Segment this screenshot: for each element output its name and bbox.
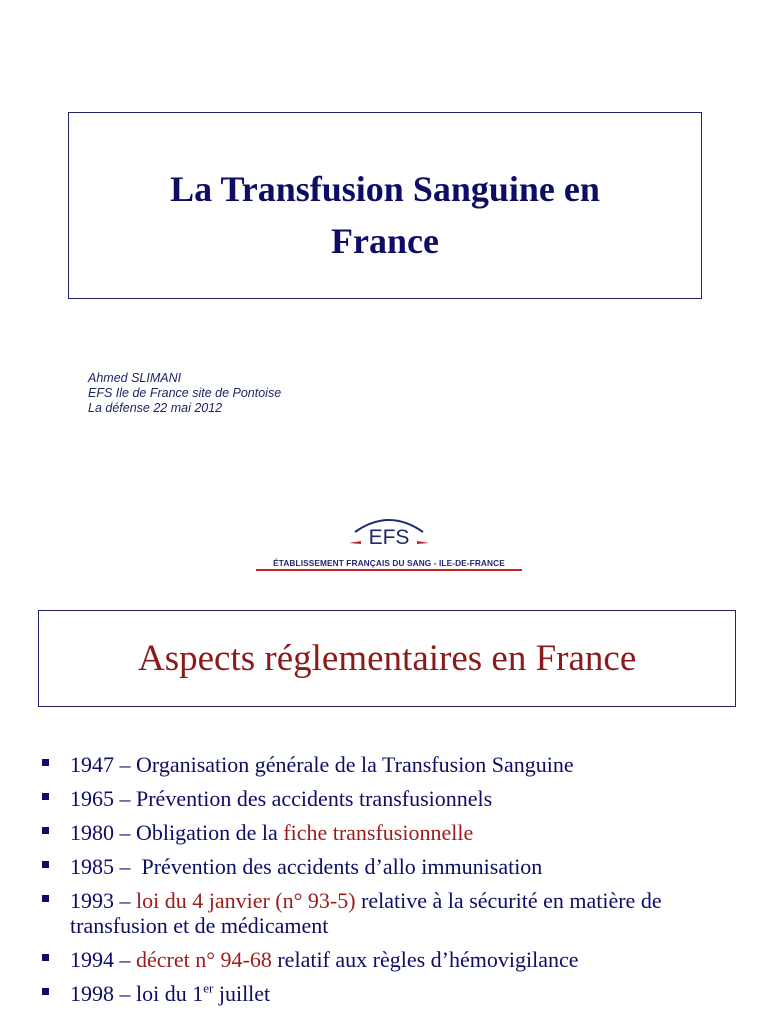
bullet-icon xyxy=(42,954,49,961)
efs-logo-caption: ÉTABLISSEMENT FRANÇAIS DU SANG - ILE-DE-FRANCE xyxy=(255,558,523,571)
item-text: relative à la sécurité en matière de transfusion et de médicament xyxy=(70,888,662,938)
efs-logo-mark xyxy=(255,510,523,558)
bullet-icon xyxy=(42,759,49,766)
author-site: EFS Ile de France site de Pontoise xyxy=(88,386,282,400)
bullet-icon xyxy=(42,793,49,800)
main-title xyxy=(69,163,701,267)
list-item xyxy=(40,981,740,1006)
item-text-post: juillet xyxy=(213,981,271,1006)
item-year: 1985 – xyxy=(70,854,142,879)
item-superscript: er xyxy=(203,980,214,996)
bullet-icon xyxy=(42,827,49,834)
item-highlight: loi du 4 janvier (n° 93-5) xyxy=(136,888,356,913)
list-item xyxy=(40,947,740,972)
bullet-list xyxy=(40,752,740,1015)
bullet-icon xyxy=(42,988,49,995)
item-highlight: décret n° 94-68 xyxy=(136,947,272,972)
item-text: Organisation générale de la Transfusion Sanguine xyxy=(136,752,574,777)
bullet-icon xyxy=(42,895,49,902)
item-text: Prévention des accidents transfusionnels xyxy=(136,786,493,811)
title-box xyxy=(68,112,702,299)
item-year: 1998 – xyxy=(70,981,136,1006)
main-title-line2: France xyxy=(331,221,439,261)
item-text: Obligation de la xyxy=(136,820,284,845)
item-year: 1993 – xyxy=(70,888,136,913)
author-date: La défense 22 mai 2012 xyxy=(88,401,223,415)
section-title: Aspects réglementaires en France xyxy=(138,638,637,679)
author-name: Ahmed SLIMANI xyxy=(88,371,182,385)
item-year: 1947 – xyxy=(70,752,136,777)
list-item xyxy=(40,888,740,938)
list-item xyxy=(40,820,740,845)
main-title-line1: La Transfusion Sanguine en xyxy=(170,169,600,209)
list-item xyxy=(40,786,740,811)
efs-logo xyxy=(255,510,523,578)
bullet-icon xyxy=(42,861,49,868)
item-text: loi du 1 xyxy=(136,981,204,1006)
item-year: 1980 – xyxy=(70,820,136,845)
item-year: 1994 – xyxy=(70,947,136,972)
efs-logo-text: EFS xyxy=(368,526,410,549)
item-highlight: fiche transfusionnelle xyxy=(283,820,474,845)
list-item xyxy=(40,854,740,879)
section-title-box xyxy=(38,610,736,707)
item-text: Prévention des accidents d’allo immunisation xyxy=(141,854,543,879)
item-text: relatif aux règles d’hémovigilance xyxy=(271,947,579,972)
item-year: 1965 – xyxy=(70,786,136,811)
list-item xyxy=(40,752,740,777)
author-block xyxy=(88,371,281,416)
